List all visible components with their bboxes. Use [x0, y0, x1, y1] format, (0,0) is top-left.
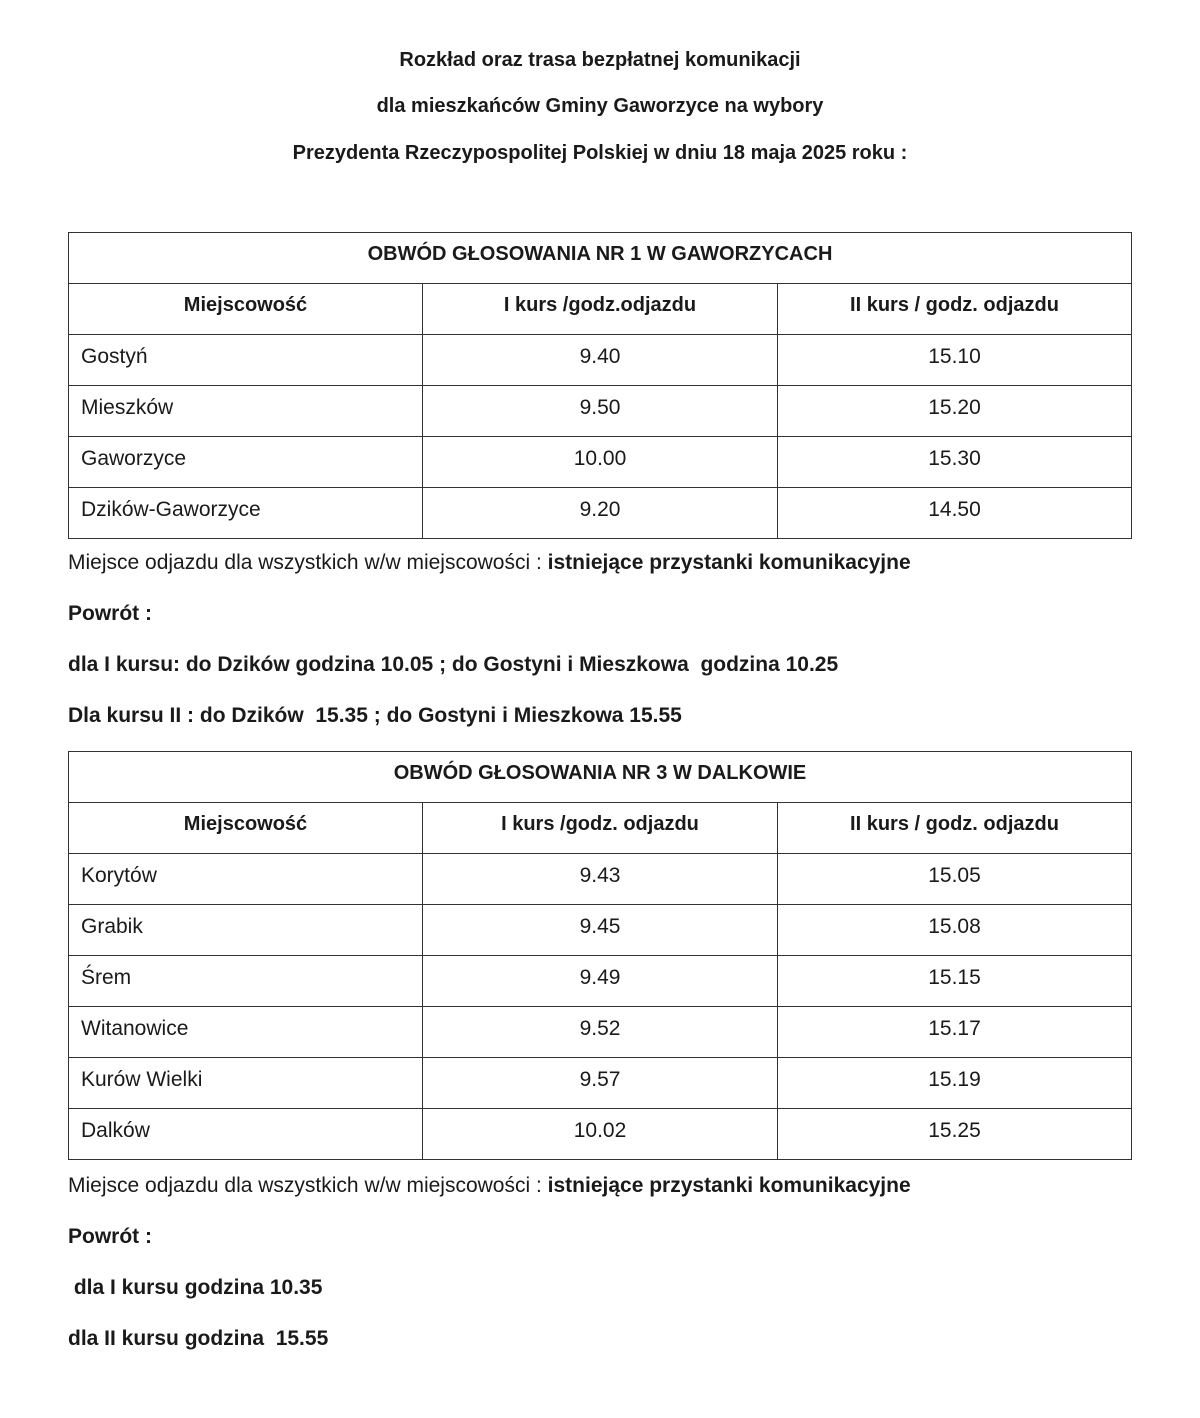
table-row — [69, 386, 1132, 437]
return-label-2: Powrót : — [68, 1225, 152, 1248]
return-line-1a: dla I kursu: do Dzików godzina 10.05 ; do Gostyni i Mieszkowa godzina 10.25 — [68, 653, 839, 676]
course-1-time-cell: 9.52 — [423, 1007, 778, 1058]
place-cell: Gaworzyce — [69, 437, 423, 488]
course-2-time-cell: 15.20 — [778, 386, 1132, 437]
course-2-time-cell: 15.30 — [778, 437, 1132, 488]
schedule-table-dalkow — [68, 751, 1132, 1160]
table-row — [69, 335, 1132, 386]
table-title: OBWÓD GŁOSOWANIA NR 1 W GAWORZYCACH — [69, 233, 1132, 284]
table-row — [69, 1058, 1132, 1109]
table-title: OBWÓD GŁOSOWANIA NR 3 W DALKOWIE — [69, 752, 1132, 803]
place-cell: Mieszków — [69, 386, 423, 437]
course-2-time-cell: 15.17 — [778, 1007, 1132, 1058]
place-cell: Śrem — [69, 956, 423, 1007]
course-2-time-cell: 15.25 — [778, 1109, 1132, 1160]
table-row — [69, 956, 1132, 1007]
return-line-2a: dla I kursu godzina 10.35 — [68, 1276, 323, 1299]
course-2-time-cell: 15.15 — [778, 956, 1132, 1007]
schedule-table-gaworzyce — [68, 232, 1132, 539]
course-1-time-cell: 9.40 — [423, 335, 778, 386]
course-1-time-cell: 9.43 — [423, 854, 778, 905]
place-cell: Witanowice — [69, 1007, 423, 1058]
place-cell: Korytów — [69, 854, 423, 905]
column-header-place: Miejscowość — [69, 803, 423, 854]
course-2-time-cell: 15.05 — [778, 854, 1132, 905]
departure-note-prefix: Miejsce odjazdu dla wszystkich w/w miejscowości : — [68, 551, 548, 574]
course-1-time-cell: 9.45 — [423, 905, 778, 956]
course-1-time-cell: 10.00 — [423, 437, 778, 488]
place-cell: Dalków — [69, 1109, 423, 1160]
return-line-1b: Dla kursu II : do Dzików 15.35 ; do Gostyni i Mieszkowa 15.55 — [68, 704, 682, 727]
course-2-time-cell: 15.08 — [778, 905, 1132, 956]
course-1-time-cell: 9.20 — [423, 488, 778, 539]
departure-note-2 — [68, 1173, 911, 1199]
table-row — [69, 1109, 1132, 1160]
place-cell: Grabik — [69, 905, 423, 956]
return-label-1: Powrót : — [68, 602, 152, 625]
course-2-time-cell: 15.10 — [778, 335, 1132, 386]
departure-note-prefix: Miejsce odjazdu dla wszystkich w/w miejscowości : — [68, 1174, 548, 1197]
place-cell: Dzików-Gaworzyce — [69, 488, 423, 539]
departure-note-value: istniejące przystanki komunikacyjne — [547, 1174, 911, 1197]
table-row — [69, 488, 1132, 539]
table-row — [69, 905, 1132, 956]
document-title-line-2: dla mieszkańców Gminy Gaworzyce na wybory — [376, 95, 824, 117]
course-1-time-cell: 9.49 — [423, 956, 778, 1007]
column-header-course-2: II kurs / godz. odjazdu — [778, 803, 1132, 854]
column-header-course-1: I kurs /godz.odjazdu — [423, 284, 778, 335]
return-line-2b: dla II kursu godzina 15.55 — [68, 1327, 329, 1350]
column-header-course-1: I kurs /godz. odjazdu — [423, 803, 778, 854]
course-1-time-cell: 9.57 — [423, 1058, 778, 1109]
table-row — [69, 437, 1132, 488]
column-header-course-2: II kurs / godz. odjazdu — [778, 284, 1132, 335]
table-row — [69, 1007, 1132, 1058]
course-1-time-cell: 9.50 — [423, 386, 778, 437]
place-cell: Kurów Wielki — [69, 1058, 423, 1109]
column-header-place: Miejscowość — [69, 284, 423, 335]
document-title-line-1: Rozkład oraz trasa bezpłatnej komunikacji — [399, 49, 801, 71]
course-2-time-cell: 15.19 — [778, 1058, 1132, 1109]
course-2-time-cell: 14.50 — [778, 488, 1132, 539]
place-cell: Gostyń — [69, 335, 423, 386]
document-title-line-3: Prezydenta Rzeczypospolitej Polskiej w dniu 18 maja 2025 roku : — [292, 142, 908, 164]
course-1-time-cell: 10.02 — [423, 1109, 778, 1160]
table-row — [69, 854, 1132, 905]
departure-note-value: istniejące przystanki komunikacyjne — [547, 551, 911, 574]
departure-note-1 — [68, 550, 911, 576]
